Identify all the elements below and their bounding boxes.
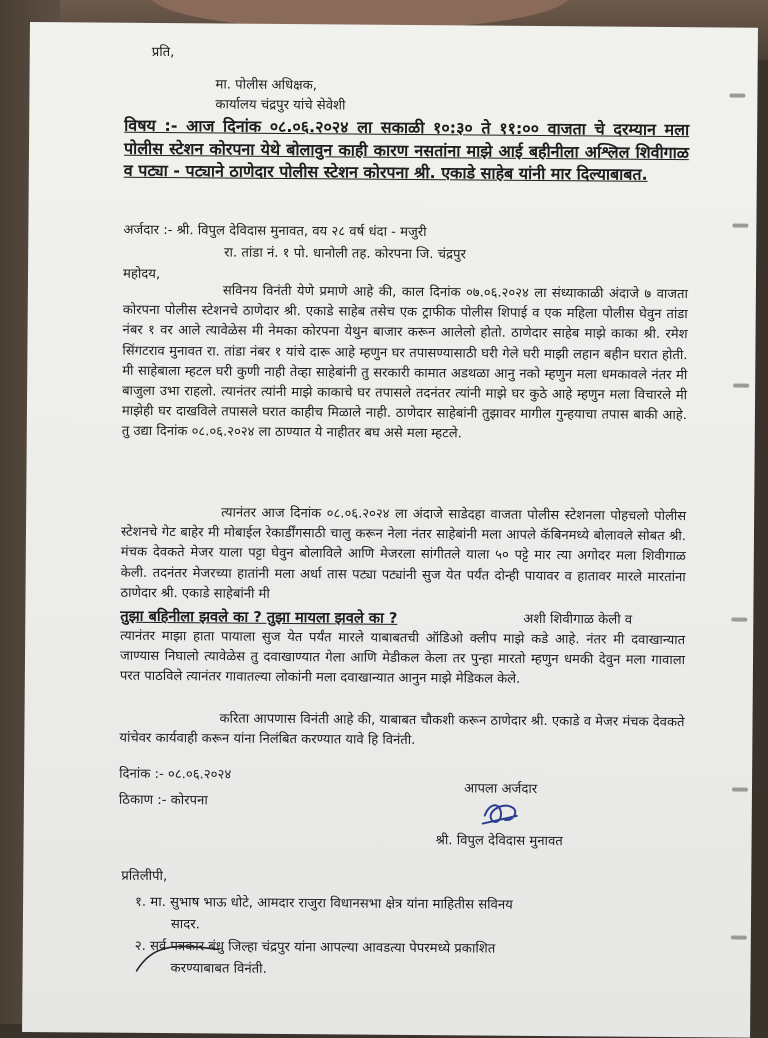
salutation: महोदय, <box>122 266 161 283</box>
applicant-line-1: अर्जदार :- श्री. विपुल देविदास मुनावत, वय २८ वर्ष धंदा - मजुरी <box>123 222 427 241</box>
applicant-line-2: रा. तांडा नं. १ पो. धानोली तह. कोरपना जि. चंद्रपुर <box>224 245 466 263</box>
quoted-abuse: तुझा बहिनीला झवले का ? तुझा मायला झवले का ? <box>120 607 398 627</box>
paragraph-1: सविनय विनंती येणे प्रमाणे आहे की, काल दिनांक ०७.०६.२०२४ ला संध्याकाळी अंदाजे ७ वाजता कोरपना पोलीस स्टेशनचे ठाणेदार श्री. एकाडे साहेब तसेच एक ट्राफीक पोलीस शिपाई व एक महिला पोलीस घेवुन तांडा नंबर १ वर आले त्यावेळेस मी नेमका कोरपना येथुन बाजार करून आलेलो होतो. ठाणेदार साहेब माझे काका श्री. रमेश सिंगटराव मुनावत रा. तांडा नंबर १ यांचे दारू आहे म्हणुन घर तपासण्यासाठी घरी गेले घरी माझी लहान बहीन घरात होती. मी साहेबाला म्हटल घरी कुणी नाही तेव्हा साहेबांनी तु सरकारी कामात अडथळा आनु नको म्हणुन मला धमकावले नंतर मी बाजुला उभा राहलो. त्यानंतर त्यांनी माझे काकाचे घर तपासले तदनंतर त्यांनी माझे घर कुठे आहे म्हणुन मला विचारले मी माझेही घर दाखविले तपासले घरात काहीच मिळाले नाही. ठाणेदार साहेबांनी तुझावर मागील गुन्हयाचा तपास बाकी आहे. तु उद्या दिनांक ०८.०६.२०२४ ला ठाण्यात ये नाहीतर बघ असे मला म्हटले. <box>121 283 688 442</box>
signatory-name: श्री. विपुल देविदास मुनावत <box>435 833 563 850</box>
binder-hole-mark <box>732 224 748 228</box>
binder-hole-mark <box>729 93 745 97</box>
place-line: ठिकाण :- कोरपना <box>118 792 208 809</box>
paragraph-2: त्यानंतर आज दिनांक ०८.०६.२०२४ ला अंदाजे साडेदहा वाजता पोलीस स्टेशनला पोहचलो पोलीस स्टेशनचे गेट बाहेर मी मोबाईल रेकार्डींगसाठी चालु करून नेला नंतर साहेबांनी मला आपले कॅबिनमध्ये बोलावले सोबत श्री. मंचक देवकते मेजर याला पट्टा घेवुन बोलाविले आणि मेजरला सांगीतले याला ५० पट्टे मार त्या अगोदर मला शिवीगाळ केली. तदनंतर मेजरच्या हातांनी मला अर्धा तास पट्या पट्यांनी सुज येत पर्यंत दोन्ही पायावर व हातावर मारले मारतांना ठाणेदार श्री. एकाडे साहेबांनी मी <box>120 505 687 602</box>
paragraph-3: त्यानंतर माझा हाता पायाला सुज येत पर्यंत मारले याबाबतची ऑडिओ क्लीप माझे कडे आहे. नंतर मी दवाखान्यात जाण्यास निघालो त्यावेळेस तु दवाखाण्यात गेला आणि मेडीकल केला तर पुन्हा मारतो म्हणुन धमकी देवुन मला गावाला परत पाठविले त्यानंतर गावातल्या लोकांनी मला दवाखान्यात आनुन माझे मेडिकल केले. <box>119 628 686 688</box>
binder-hole-mark <box>733 384 749 388</box>
subject-heading: विषय :- आज दिनांक ०८.०६.२०२४ ला सकाळी १०:३० ते ११:०० वाजता चे दरम्यान मला पोलीस स्टेशन कोरपना येथे बोलावुन काही कारण नसतांना माझे आई बहीनीला अश्लिल शिवीगाळ व पट्या - पट्याने ठाणेदार पोलीस स्टेशन कोरपना श्री. एकाडे साहेब यांनी मार दिल्याबाबत. <box>123 115 690 184</box>
cc-item-1: १. मा. सुभाष भाऊ धोटे, आमदार राजुरा विधानसभा क्षेत्र यांना माहितीस सविनय <box>135 894 513 913</box>
paragraph-3-lead: अशी शिवीगाळ केली व <box>523 611 633 628</box>
cc-item-2: २. सर्व पत्रकार बंधु जिल्हा चंद्रपुर यांना आपल्या आवडत्या पेपरमध्ये प्रकाशित <box>134 938 496 957</box>
signature-mark <box>479 796 523 832</box>
cc-item-1-cont: सादर. <box>170 917 200 933</box>
binder-hole-mark <box>732 788 748 792</box>
binder-hole-mark <box>731 618 747 622</box>
cc-item-2-cont: करण्याबाबत विनंती. <box>170 961 267 977</box>
date-line: दिनांक :- ०८.०६.२०२४ <box>119 766 232 783</box>
closing-line: आपला अर्जदार <box>463 781 538 798</box>
recipient-label: प्रति, <box>151 44 175 61</box>
paragraph-4: करिता आपणास विनंती आहे की, याबाबत चौकशी करून ठाणेदार श्री. एकाडे व मेजर मंचक देवकते यांचेवर कार्यवाही करून यांना निलंबित करण्यात यावे हि विनंती. <box>119 711 685 749</box>
binder-hole-mark <box>731 936 747 940</box>
cc-label: प्रतिलीपी, <box>121 868 168 885</box>
recipient-line-1: मा. पोलीस अधिक्षक, <box>215 77 318 94</box>
recipient-line-2: कार्यालय चंद्रपुर यांचे सेवेशी <box>215 97 346 114</box>
pen-scribble-mark <box>132 935 222 980</box>
letter-sheet <box>22 22 758 1038</box>
